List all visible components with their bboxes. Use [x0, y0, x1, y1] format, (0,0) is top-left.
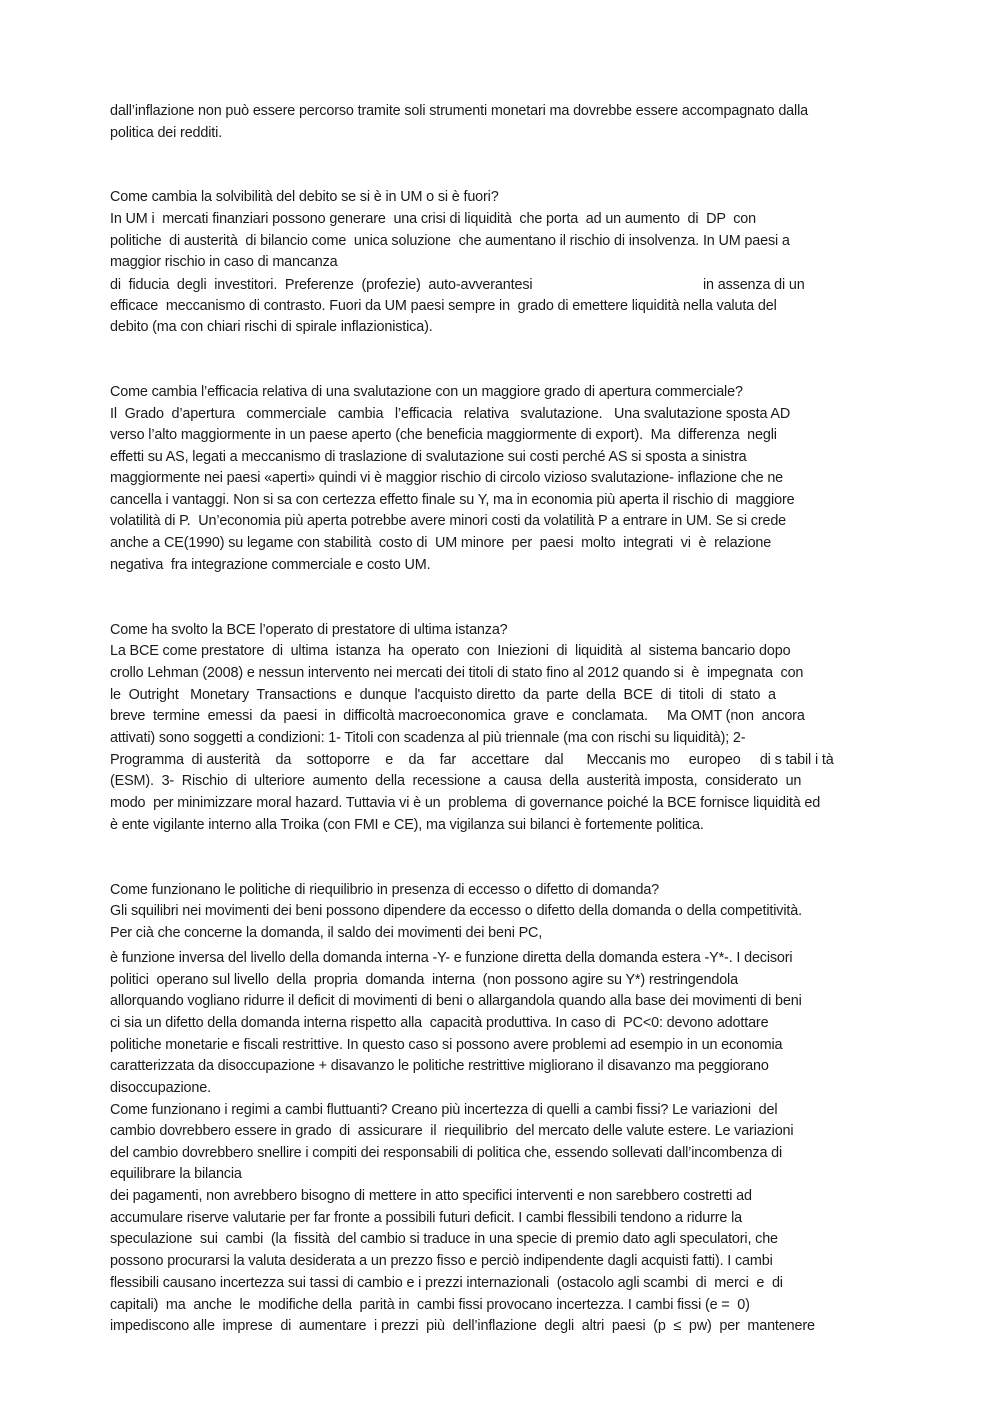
text-line: breve termine emessi da paesi in difficoltà macroeconomica grave e conclamata. Ma OMT (non ancora [110, 708, 805, 724]
text-line: politica dei redditi. [110, 125, 223, 141]
text-line: Come funzionano i regimi a cambi fluttuanti? Creano più incertezza di quelli a cambi fissi? Le variazioni del [110, 1102, 778, 1118]
text-line: disoccupazione. [110, 1080, 211, 1096]
text-line: La BCE come prestatore di ultima istanza ha operato con Iniezioni di liquidità al sistema bancario dopo [110, 643, 791, 659]
text-line: volatilità di P. Un’economia più aperta potrebbe avere minori costi da volatilità P a entrare in UM. Se si crede [110, 513, 787, 529]
text-line: politici operano sul livello della propria domanda interna (non possono agire su Y*) restringendola [110, 972, 738, 988]
text-line: efficace meccanismo di contrasto. Fuori da UM paesi sempre in grado di emettere liquidità nella valuta del [110, 298, 777, 314]
text-line: capitali) ma anche le modifiche della parità in cambi fissi provocano incertezza. I cambi fissi (e = 0) [110, 1297, 750, 1313]
text-line: crollo Lehman (2008) e nessun intervento nei mercati dei titoli di stato fino al 2012 quando si è impegnata con [110, 665, 804, 681]
text-line: modo per minimizzare moral hazard. Tuttavia vi è un problema di governance poiché la BCE fornisce liquidità ed [110, 795, 821, 811]
text-line: politiche monetarie e fiscali restrittive. In questo caso si possono avere problemi ad esempio in un economia [110, 1037, 783, 1053]
question-heading: cambio dovrebbero essere in grado di assicurare il riequilibrio del mercato delle valute estere. Le variazioni [110, 1123, 794, 1139]
text-line: equilibrare la bilancia [110, 1166, 242, 1182]
text-line: speculazione sui cambi (la fissità del cambio si traduce in una specie di premio dato agli speculatori, che [110, 1231, 778, 1247]
text-line: (ESM). 3- Rischio di ulteriore aumento della recessione a causa della austerità imposta, considerato un [110, 773, 802, 789]
text-line: politiche di austerità di bilancio come unica soluzione che aumentano il rischio di insolvenza. In UM paesi a [110, 233, 790, 249]
text-line: Per cià che concerne la domanda, il saldo dei movimenti dei beni PC, [110, 925, 543, 941]
text-line: flessibili causano incertezza sui tassi di cambio e i prezzi internazionali (ostacolo agli scambi di merci e di [110, 1275, 783, 1291]
text-line: dall’inflazione non può essere percorso tramite soli strumenti monetari ma dovrebbe essere accompagnato dalla [110, 103, 808, 119]
text-line: cancella i vantaggi. Non si sa con certezza effetto finale su Y, ma in economia più aperta il rischio di maggiore [110, 492, 795, 508]
question-heading: Come cambia l’efficacia relativa di una svalutazione con un maggiore grado di apertura commerciale? [110, 384, 743, 400]
text-line: accumulare riserve valutarie per far fronte a possibili futuri deficit. I cambi flessibili tendono a ridurre la [110, 1210, 743, 1226]
text-line: allorquando vogliano ridurre il deficit di movimenti di beni o allargandola quando alla base dei movimenti di beni [110, 993, 802, 1009]
text-line: In UM i mercati finanziari possono generare una crisi di liquidità che porta ad un aumento di DP con [110, 211, 757, 227]
text-line: dei pagamenti, non avrebbero bisogno di mettere in atto specifici interventi e non sarebbero costretti ad [110, 1188, 752, 1204]
text-line: le Outright Monetary Transactions e dunque l'acquisto diretto da parte della BCE di titoli di stato a [110, 687, 776, 703]
text-line: maggior rischio in caso di mancanza [110, 254, 338, 270]
text-line: maggiormente nei paesi «aperti» quindi vi è maggior rischio di circolo vizioso svalutazione- inflazione che ne [110, 470, 784, 486]
text-line: è ente vigilante interno alla Troika (con FMI e CE), ma vigilanza sui bilanci è fortemente politica. [110, 817, 704, 833]
text-fragment: in assenza di un [703, 277, 805, 293]
text-line: possono procurarsi la valuta desiderata a un prezzo fisso e perciò indipendente dagli acquisti fatti). I cambi [110, 1253, 773, 1269]
text-line: anche a CE(1990) su legame con stabilità costo di UM minore per paesi molto integrati vi è relazione [110, 535, 772, 551]
text-line: debito (ma con chiari rischi di spirale inflazionistica). [110, 319, 433, 335]
text-line: ci sia un difetto della domanda interna rispetto alla capacità produttiva. In caso di PC<0: devono adottare [110, 1015, 769, 1031]
text-line: è funzione inversa del livello della domanda interna -Y- e funzione diretta della domanda estera -Y*-. I decisori [110, 950, 793, 966]
question-heading: Come funzionano le politiche di riequilibrio in presenza di eccesso o difetto di domanda? [110, 882, 660, 898]
text-line: Il Grado d’apertura commerciale cambia l’efficacia relativa svalutazione. Una svalutazione sposta AD [110, 406, 791, 422]
text-line: di fiducia degli investitori. Preferenze (profezie) auto-avverantesi [110, 277, 533, 293]
text-line: negativa fra integrazione commerciale e costo UM. [110, 557, 431, 573]
text-line: caratterizzata da disoccupazione + disavanzo le politiche restrittive migliorano il disavanzo ma peggiorano [110, 1058, 769, 1074]
text-line: attivati) sono soggetti a condizioni: 1- Titoli con scadenza al più triennale (ma con rischi su liquidità); 2- [110, 730, 746, 746]
text-line: del cambio dovrebbero snellire i compiti dei responsabili di politica che, essendo sollevati dall’incombenza di [110, 1145, 783, 1161]
question-heading: Come ha svolto la BCE l’operato di prestatore di ultima istanza? [110, 622, 508, 638]
text-line: Programma di austerità da sottoporre e da far accettare dal Meccanis mo europeo di s tabil i tà [110, 752, 834, 768]
text-line: effetti su AS, legati a meccanismo di traslazione di svalutazione sui costi perché AS si sposta a sinistra [110, 449, 747, 465]
text-line: Gli squilibri nei movimenti dei beni possono dipendere da eccesso o difetto della domanda o della competitività. [110, 903, 802, 919]
text-line: verso l’alto maggiormente in un paese aperto (che beneficia maggiormente di export). Ma differenza negli [110, 427, 777, 443]
text-line: impediscono alle imprese di aumentare i prezzi più dell’inflazione degli altri paesi (p ≤ pw) per mantenere [110, 1318, 815, 1334]
question-heading: Come cambia la solvibilità del debito se si è in UM o si è fuori? [110, 189, 499, 205]
